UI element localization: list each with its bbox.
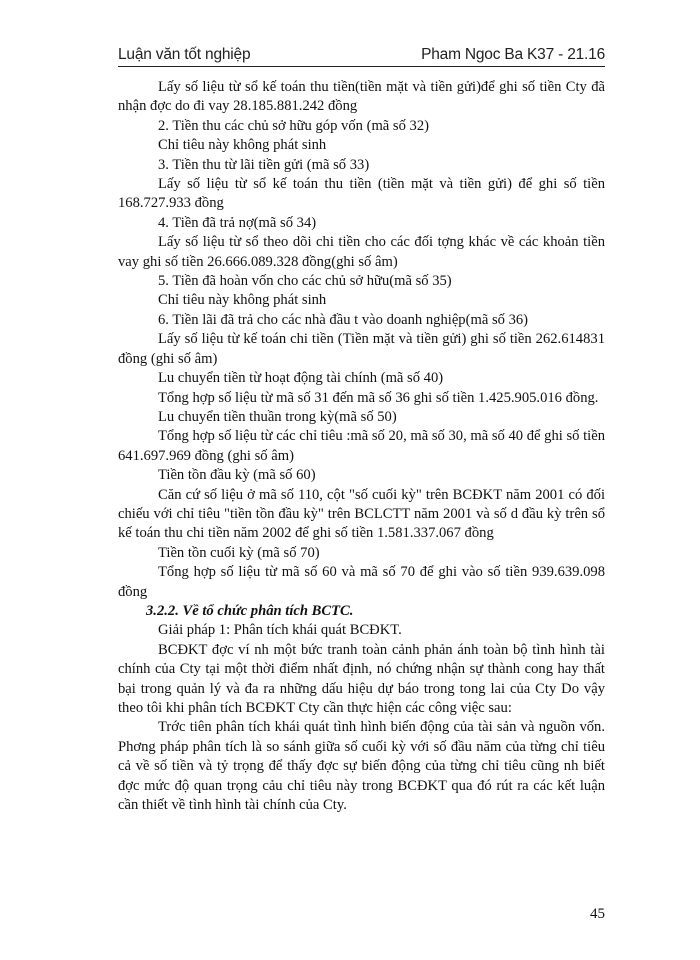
paragraph: Chỉ tiêu này không phát sinh [158, 292, 327, 309]
paragraph: Tổng hợp số liệu từ mã số 31 đến mã số 36 ghi số tiền 1.425.905.016 đồng. [158, 389, 599, 406]
paragraph: Lu chuyển tiền từ hoạt động tài chính (mã số 40) [158, 370, 444, 387]
header-left: Luận văn tốt nghiệp [118, 46, 251, 63]
paragraph: Lu chuyển tiền thuần trong kỳ(mã số 50) [158, 408, 397, 425]
paragraph: Lấy số liệu từ sổ kế toán thu tiền (tiền mặt và tiền gửi) để ghi số tiền 168.727.933 đồng [118, 176, 605, 212]
document-body [118, 78, 605, 815]
paragraph: Lấy số liệu từ kế toán chi tiền (Tiền mặt và tiền gửi) ghi số tiền 262.614831 đồng (ghi số âm) [118, 331, 605, 367]
paragraph: Giải pháp 1: Phân tích khái quát BCĐKT. [158, 622, 402, 639]
paragraph: Căn cứ số liệu ở mã số 110, cột "số cuối kỳ" trên BCĐKT năm 2001 có đối chiếu với chỉ tiêu "tiền tồn đầu kỳ" trên BCLCTT năm 2001 và số d đầu kỳ trên sổ kế toán thu chi tiền năm 2002 để ghi số tiền 1.581.337.067 đồng [118, 486, 605, 542]
page-header [118, 40, 605, 67]
paragraph: Lấy số liệu từ sổ theo dõi chi tiền cho các đối tợng khác về các khoản tiền vay ghi số tiền 26.666.089.328 đồng(ghi số âm) [118, 234, 605, 270]
paragraph: Tiền tồn đầu kỳ (mã số 60) [158, 467, 316, 484]
paragraph: Chỉ tiêu này không phát sinh [158, 137, 327, 154]
header-right: Pham Ngoc Ba K37 - 21.16 [421, 46, 605, 63]
paragraph: BCĐKT đợc ví nh một bức tranh toàn cảnh phản ánh toàn bộ tình hình tài chính của Cty tại một thời điểm nhất định, nó chứng nhận sự thành cong hay thất bại trong quản lý và đa ra những dấu hiệu dự báo trong tong lai của Cty Do vậy theo tôi khi phân tích BCĐKT Cty cần thực hiện các công việc sau: [118, 641, 605, 716]
paragraph: Tiền tồn cuối kỳ (mã số 70) [158, 544, 320, 561]
paragraph: Tổng hợp số liệu từ các chỉ tiêu :mã số 20, mã số 30, mã số 40 để ghi số tiền 641.697.969 đồng (ghi số âm) [118, 428, 605, 464]
paragraph: 5. Tiền đã hoàn vốn cho các chủ sở hữu(mã số 35) [158, 273, 452, 290]
paragraph: Trớc tiên phân tích khái quát tình hình biến động của tài sản và nguồn vốn. Phơng pháp phân tích là so sánh giữa số cuối kỳ với số đầu năm của từng chỉ tiêu cả về số tiền và tỷ trọng để thấy đợc sự biến động của từng chỉ tiêu cũng nh biết đợc mức độ quan trọng cảu chỉ tiêu này trong BCĐKT qua đó rút ra các kết luận cần thiết về tình hình tài chính của Cty. [118, 719, 605, 814]
paragraph: Tổng hợp số liệu từ mã số 60 và mã số 70 để ghi vào số tiền 939.639.098 đồng [118, 564, 605, 600]
paragraph: Lấy số liệu từ sổ kế toán thu tiền(tiền mặt và tiền gửi)để ghi số tiền Cty đã nhận đợc do đi vay 28.185.881.242 đồng [118, 79, 605, 115]
paragraph: 4. Tiền đã trả nợ(mã số 34) [158, 214, 317, 231]
paragraph: 3. Tiền thu từ lãi tiền gửi (mã số 33) [158, 156, 370, 173]
paragraph: 2. Tiền thu các chủ sở hữu góp vốn (mã số 32) [158, 117, 429, 134]
section-heading: 3.2.2. Về tổ chức phân tích BCTC. [146, 602, 354, 619]
page-number: 45 [590, 906, 605, 922]
paragraph: 6. Tiền lãi đã trả cho các nhà đầu t vào doanh nghiệp(mã số 36) [158, 311, 529, 328]
